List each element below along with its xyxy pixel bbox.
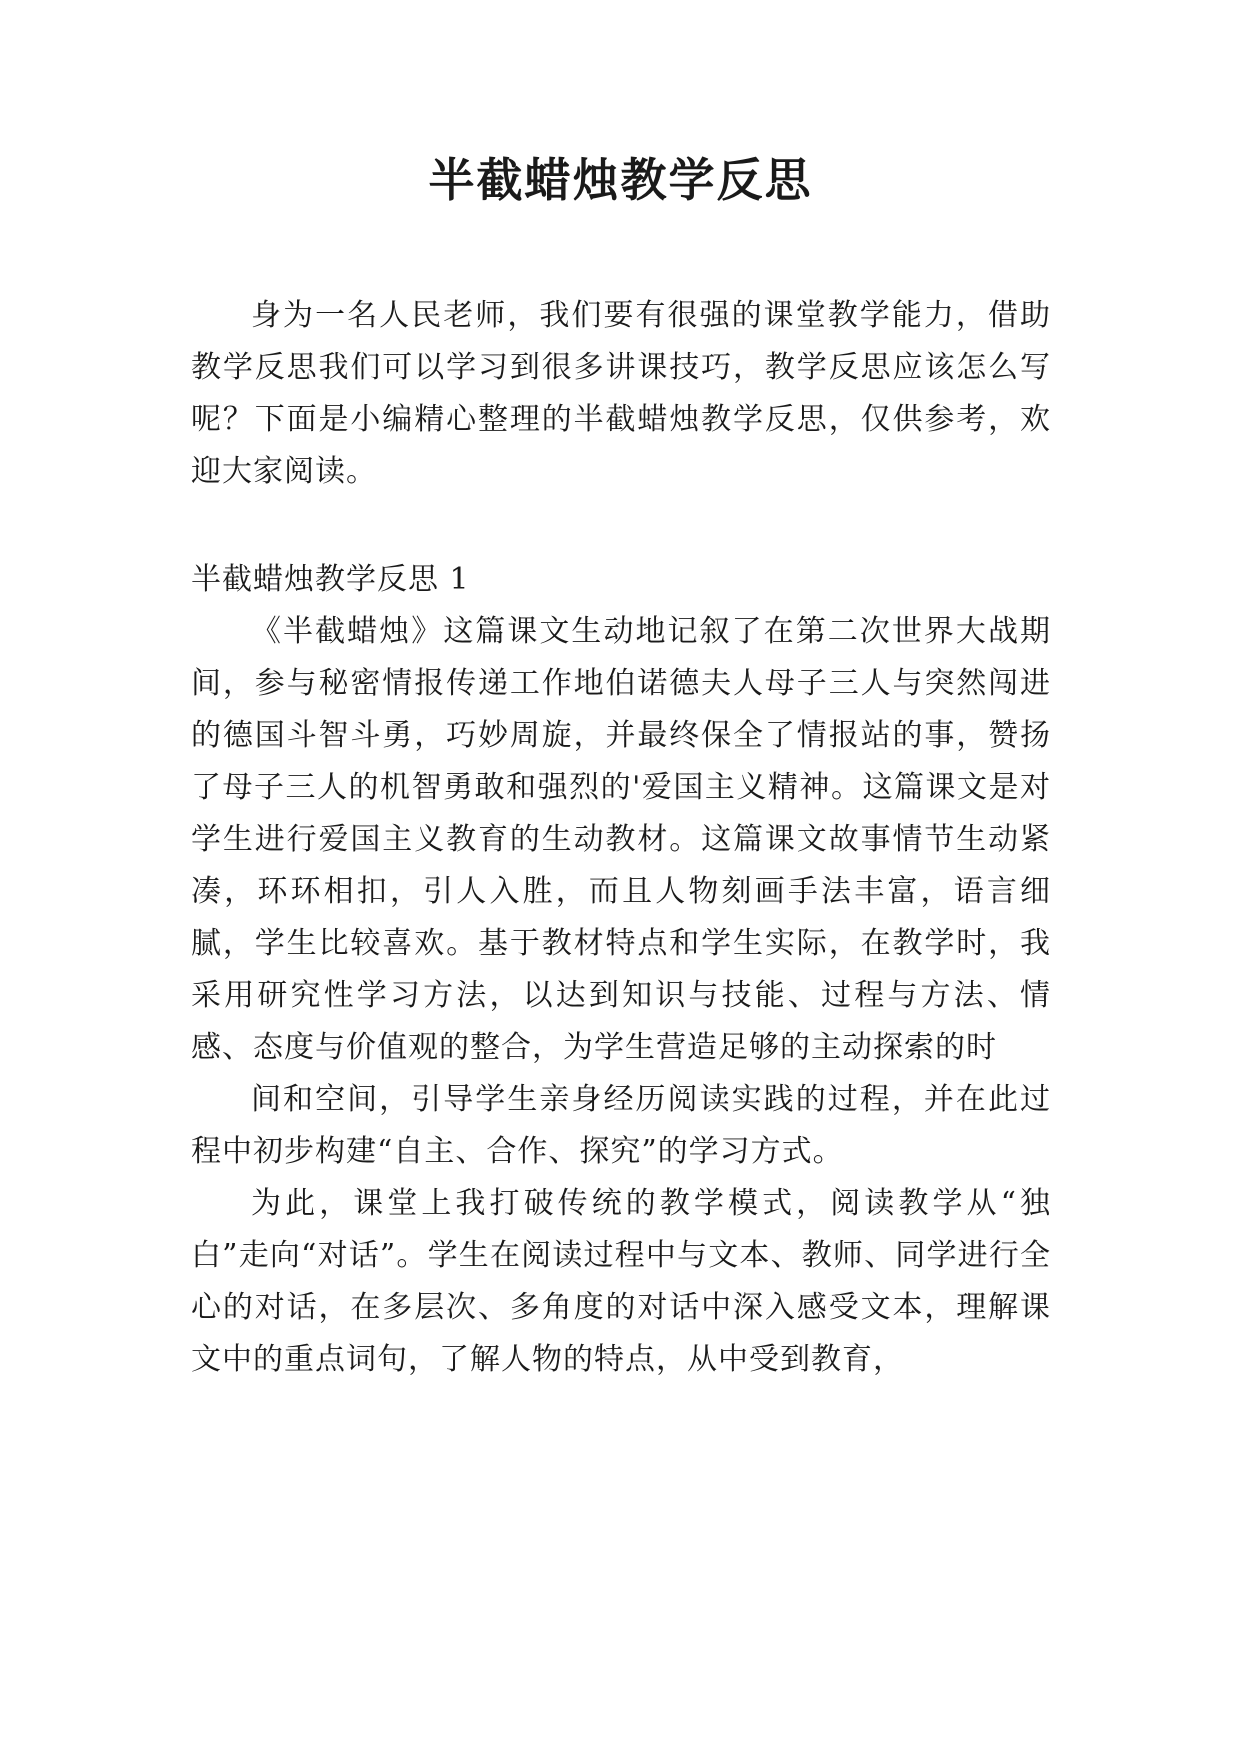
document-body [191,290,1051,1386]
section-heading: 半截蜡烛教学反思 1 [191,562,470,597]
section-spacer [191,498,1051,554]
intro-paragraph: 身为一名人民老师，我们要有很强的课堂教学能力，借助教学反思我们可以学习到很多讲课技巧，教学反思应该怎么写呢？下面是小编精心整理的半截蜡烛教学反思，仅供参考，欢迎大家阅读。 [191,298,1051,489]
body-paragraph-3: 为此，课堂上我打破传统的教学模式，阅读教学从“独白”走向“对话”。学生在阅读过程中与文本、教师、同学进行全心的对话，在多层次、多角度的对话中深入感受文本，理解课文中的重点词句，了解人物的特点，从中受到教育， [191,1186,1051,1377]
body-paragraph-1: 《半截蜡烛》这篇课文生动地记叙了在第二次世界大战期间，参与秘密情报传递工作地伯诺德夫人母子三人与突然闯进的德国斗智斗勇，巧妙周旋，并最终保全了情报站的事，赞扬了母子三人的机智勇敢和强烈的'爱国主义精神。这篇课文是对学生进行爱国主义教育的生动教材。这篇课文故事情节生动紧凑，环环相扣，引人入胜，而且人物刻画手法丰富，语言细腻，学生比较喜欢。基于教材特点和学生实际，在教学时，我采用研究性学习方法，以达到知识与技能、过程与方法、情感、态度与价值观的整合，为学生营造足够的主动探索的时 [191,614,1051,1065]
document-title: 半截蜡烛教学反思 [428,153,813,207]
body-paragraph-2: 间和空间，引导学生亲身经历阅读实践的过程，并在此过程中初步构建“自主、合作、探究”的学习方式。 [191,1082,1051,1169]
